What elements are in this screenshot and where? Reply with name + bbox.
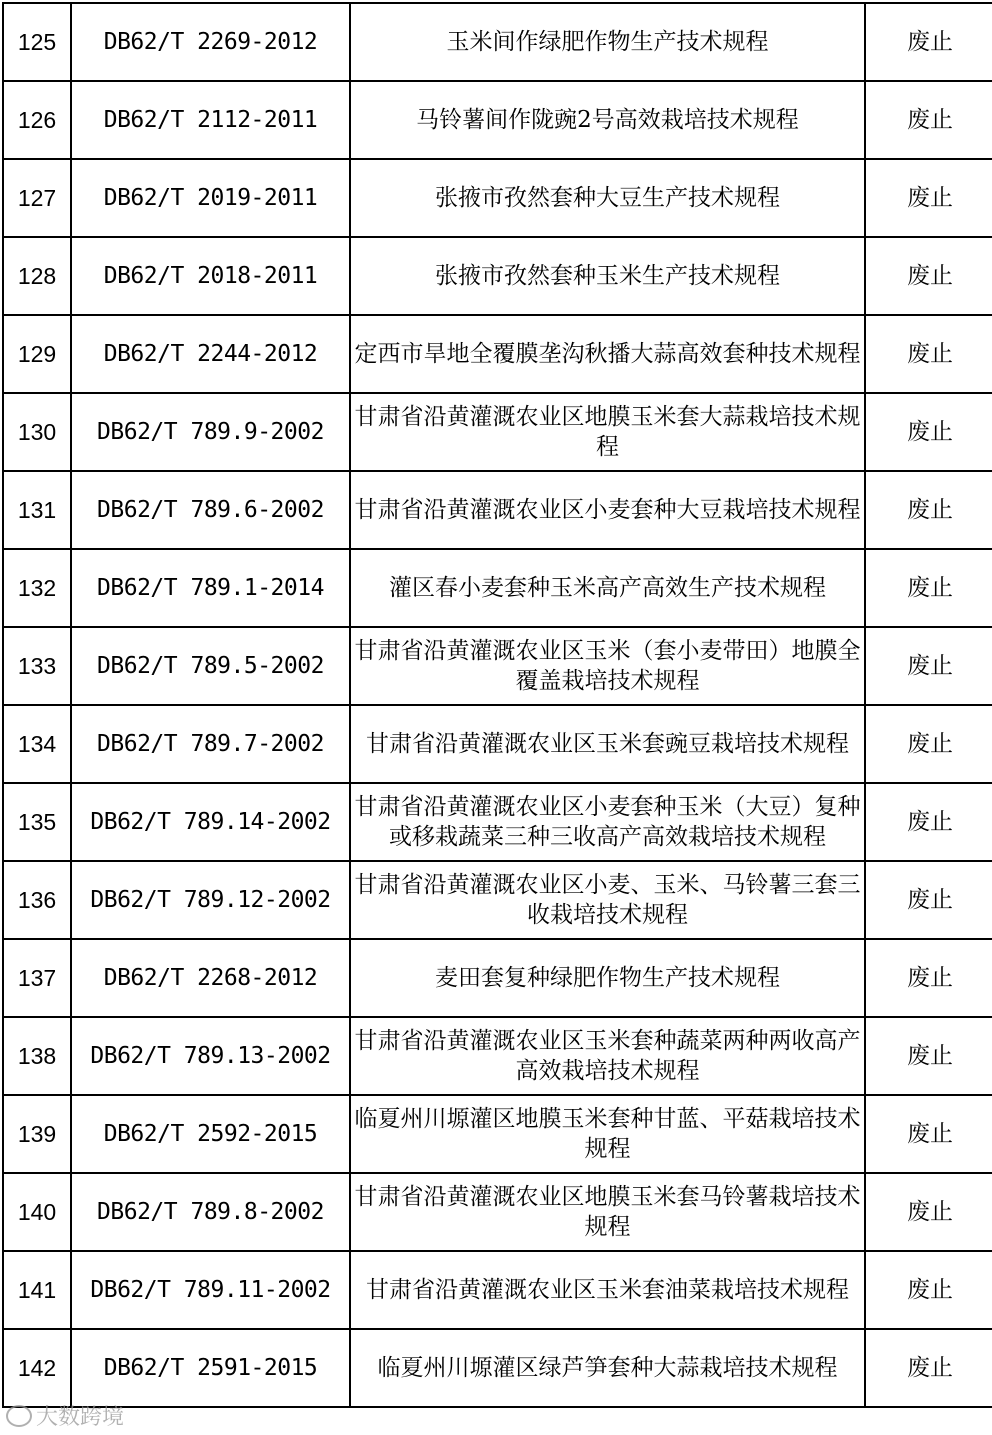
standard-name: 临夏州川塬灌区地膜玉米套种甘蓝、平菇栽培技术规程	[350, 1095, 865, 1173]
standard-code: DB62/T 2591-2015	[71, 1329, 350, 1407]
watermark-text: 大数跨境	[36, 1405, 125, 1430]
standard-code: DB62/T 789.12-2002	[71, 861, 350, 939]
standard-status: 废止	[865, 1329, 992, 1407]
standard-code: DB62/T 789.9-2002	[71, 393, 350, 471]
table-row	[3, 549, 992, 627]
standard-name: 甘肃省沿黄灌溉农业区小麦套种玉米（大豆）复种或移栽蔬菜三种三收高产高效栽培技术规程	[350, 783, 865, 861]
table-row	[3, 705, 992, 783]
standard-code: DB62/T 789.14-2002	[71, 783, 350, 861]
table-row	[3, 861, 992, 939]
standard-code: DB62/T 2592-2015	[71, 1095, 350, 1173]
table-row	[3, 159, 992, 237]
standard-status: 废止	[865, 939, 992, 1017]
table-row	[3, 81, 992, 159]
row-number: 126	[3, 81, 71, 159]
standard-name: 甘肃省沿黄灌溉农业区玉米套油菜栽培技术规程	[350, 1251, 865, 1329]
standard-status: 废止	[865, 549, 992, 627]
standard-status: 废止	[865, 1095, 992, 1173]
standard-name: 灌区春小麦套种玉米高产高效生产技术规程	[350, 549, 865, 627]
standard-status: 废止	[865, 393, 992, 471]
standard-code: DB62/T 2268-2012	[71, 939, 350, 1017]
standard-status: 废止	[865, 159, 992, 237]
row-number: 125	[3, 3, 71, 81]
standard-status: 废止	[865, 237, 992, 315]
standard-name: 张掖市孜然套种玉米生产技术规程	[350, 237, 865, 315]
standard-status: 废止	[865, 1173, 992, 1251]
standard-code: DB62/T 789.11-2002	[71, 1251, 350, 1329]
row-number: 135	[3, 783, 71, 861]
standard-status: 废止	[865, 471, 992, 549]
standard-name: 甘肃省沿黄灌溉农业区玉米（套小麦带田）地膜全覆盖栽培技术规程	[350, 627, 865, 705]
row-number: 138	[3, 1017, 71, 1095]
table-row	[3, 315, 992, 393]
row-number: 131	[3, 471, 71, 549]
standard-code: DB62/T 2112-2011	[71, 81, 350, 159]
row-number: 134	[3, 705, 71, 783]
standard-status: 废止	[865, 861, 992, 939]
standard-name: 甘肃省沿黄灌溉农业区小麦套种大豆栽培技术规程	[350, 471, 865, 549]
standard-code: DB62/T 2019-2011	[71, 159, 350, 237]
table-row	[3, 1329, 992, 1407]
table-row	[3, 1095, 992, 1173]
table-row	[3, 627, 992, 705]
row-number: 129	[3, 315, 71, 393]
standard-code: DB62/T 2244-2012	[71, 315, 350, 393]
table-row	[3, 1017, 992, 1095]
standard-code: DB62/T 789.13-2002	[71, 1017, 350, 1095]
watermark	[6, 1400, 124, 1431]
standard-status: 废止	[865, 783, 992, 861]
table-row	[3, 1251, 992, 1329]
table-row	[3, 237, 992, 315]
row-number: 130	[3, 393, 71, 471]
standard-code: DB62/T 789.6-2002	[71, 471, 350, 549]
standard-name: 马铃薯间作陇豌2号高效栽培技术规程	[350, 81, 865, 159]
standard-status: 废止	[865, 1251, 992, 1329]
standard-code: DB62/T 789.5-2002	[71, 627, 350, 705]
standard-code: DB62/T 789.7-2002	[71, 705, 350, 783]
standard-status: 废止	[865, 315, 992, 393]
standard-name: 甘肃省沿黄灌溉农业区玉米套种蔬菜两种两收高产高效栽培技术规程	[350, 1017, 865, 1095]
row-number: 128	[3, 237, 71, 315]
row-number: 141	[3, 1251, 71, 1329]
standard-name: 甘肃省沿黄灌溉农业区小麦、玉米、马铃薯三套三收栽培技术规程	[350, 861, 865, 939]
table-row	[3, 3, 992, 81]
table-row	[3, 939, 992, 1017]
table-row	[3, 393, 992, 471]
standard-status: 废止	[865, 81, 992, 159]
standard-name: 张掖市孜然套种大豆生产技术规程	[350, 159, 865, 237]
standard-name: 临夏州川塬灌区绿芦笋套种大蒜栽培技术规程	[350, 1329, 865, 1407]
standard-name: 甘肃省沿黄灌溉农业区地膜玉米套马铃薯栽培技术规程	[350, 1173, 865, 1251]
standard-name: 玉米间作绿肥作物生产技术规程	[350, 3, 865, 81]
standards-table	[2, 2, 992, 1408]
standard-name: 麦田套复种绿肥作物生产技术规程	[350, 939, 865, 1017]
standard-code: DB62/T 789.1-2014	[71, 549, 350, 627]
standard-status: 废止	[865, 705, 992, 783]
watermark-logo-icon	[6, 1405, 32, 1427]
row-number: 140	[3, 1173, 71, 1251]
row-number: 136	[3, 861, 71, 939]
standard-name: 定西市旱地全覆膜垄沟秋播大蒜高效套种技术规程	[350, 315, 865, 393]
row-number: 127	[3, 159, 71, 237]
standard-name: 甘肃省沿黄灌溉农业区玉米套豌豆栽培技术规程	[350, 705, 865, 783]
row-number: 142	[3, 1329, 71, 1407]
standard-status: 废止	[865, 1017, 992, 1095]
standard-code: DB62/T 2269-2012	[71, 3, 350, 81]
standard-status: 废止	[865, 627, 992, 705]
standard-status: 废止	[865, 3, 992, 81]
standard-code: DB62/T 2018-2011	[71, 237, 350, 315]
row-number: 133	[3, 627, 71, 705]
row-number: 139	[3, 1095, 71, 1173]
table-row	[3, 471, 992, 549]
row-number: 137	[3, 939, 71, 1017]
standards-table-body	[3, 3, 992, 1407]
row-number: 132	[3, 549, 71, 627]
standard-code: DB62/T 789.8-2002	[71, 1173, 350, 1251]
table-row	[3, 1173, 992, 1251]
standard-name: 甘肃省沿黄灌溉农业区地膜玉米套大蒜栽培技术规程	[350, 393, 865, 471]
table-row	[3, 783, 992, 861]
